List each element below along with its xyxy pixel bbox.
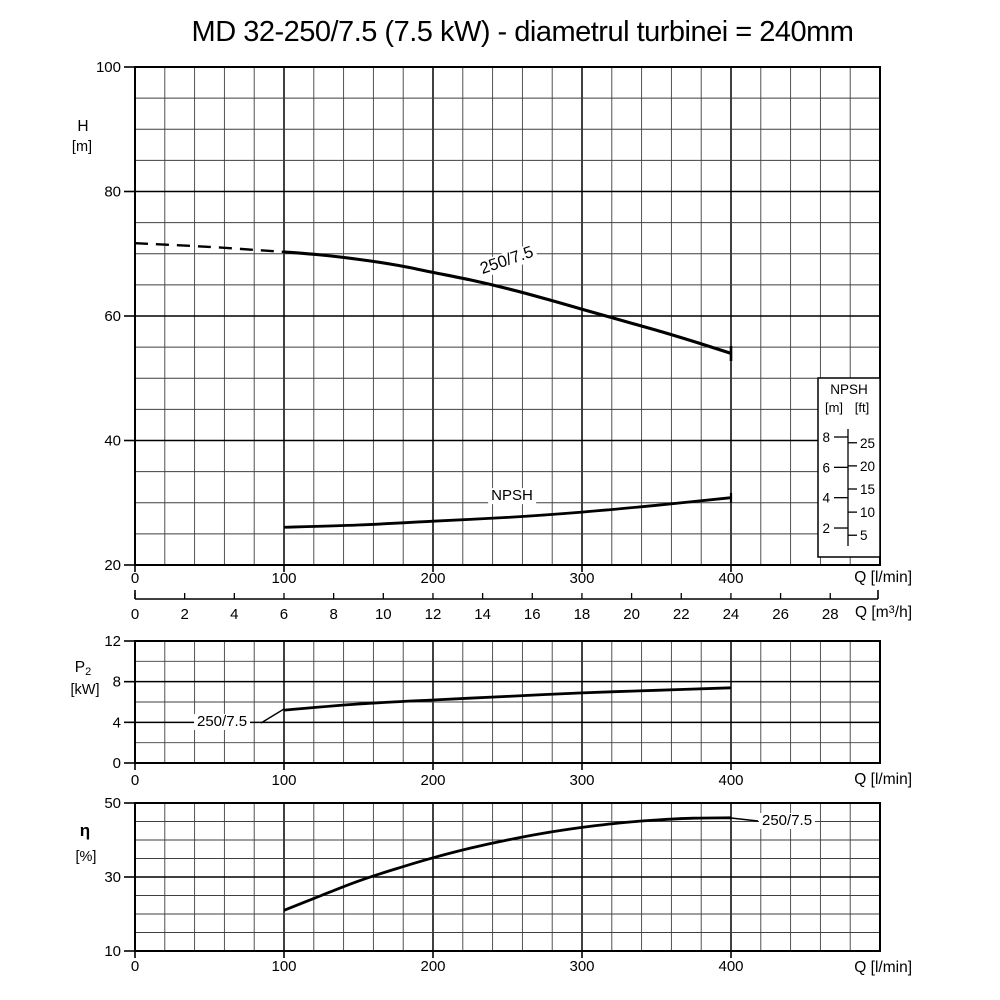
h-axis-name: H (77, 118, 89, 135)
q-m3h-label (780, 605, 912, 621)
q-m3h-suffix: /h] (894, 604, 912, 621)
curve-250-7-5 (284, 688, 731, 710)
y-tick-label: 50 (104, 795, 121, 812)
chart-2 (104, 633, 880, 789)
h-curve-label: 250/7.5 (475, 243, 538, 279)
y-tick-label: 20 (104, 557, 121, 574)
ruler-tick-label: 28 (821, 606, 839, 623)
npsh-legend-m-unit: [m] (824, 400, 844, 415)
npsh-ft-tick-label: 15 (860, 482, 876, 498)
x-tick-label: 300 (569, 772, 595, 789)
x-tick-label: 0 (130, 958, 140, 975)
eta-curve-label: 250/7.5 (759, 813, 815, 829)
curve-250-7-5 (284, 818, 731, 911)
x-tick-label: 200 (420, 570, 446, 587)
eta-axis-unit: [%] (75, 849, 97, 865)
p2-axis-name: $P_2$ (74, 659, 92, 678)
y-tick-label: 10 (104, 943, 121, 960)
npsh-ft-tick-label: 20 (860, 458, 876, 474)
ruler-tick-label: 6 (279, 606, 289, 623)
y-tick-label: 12 (104, 633, 121, 650)
npsh-ft-tick-label: 5 (860, 528, 868, 544)
y-tick-label: 60 (104, 308, 121, 325)
q-m3h-sup: 3 (888, 604, 895, 616)
ruler-tick-label: 4 (230, 606, 239, 623)
x-tick-label: 200 (420, 772, 446, 789)
h-axis-unit: [m] (71, 139, 93, 155)
npsh-curve-label: NPSH (488, 488, 536, 504)
x-tick-label: 300 (569, 570, 595, 587)
q-lmin-label-chart2: Q [l/min] (854, 771, 912, 788)
npsh-m-tick-label: 8 (822, 430, 830, 445)
ruler-tick-label: 20 (623, 606, 640, 623)
x-tick-label: 400 (718, 772, 744, 789)
ruler-tick-label: 12 (424, 606, 442, 623)
y-tick-label: 40 (104, 432, 121, 450)
npsh-legend-ft-unit: [ft] (854, 400, 870, 415)
p2-curve-label: 250/7.5 (194, 714, 250, 730)
ruler-tick-label: 22 (672, 606, 690, 623)
grid-chart-2 (135, 641, 880, 763)
y-tick-label: 30 (104, 869, 121, 886)
q-lmin-label-chart1: Q [l/min] (854, 569, 912, 586)
eta-axis-name: η (79, 821, 91, 840)
y-tick-label: 0 (112, 755, 121, 772)
npsh-m-tick-label: 2 (822, 521, 830, 537)
chart-1 (96, 59, 880, 587)
q-m3h-prefix: Q [m (855, 604, 889, 621)
ruler-tick-label: 18 (573, 606, 591, 623)
x-tick-label: 200 (420, 958, 446, 975)
q-m3h-ruler (131, 590, 878, 623)
x-tick-label: 100 (271, 958, 297, 975)
npsh-ft-tick-label: 10 (860, 505, 876, 521)
ruler-tick-label: 16 (523, 606, 541, 623)
p2-label-leader (261, 709, 284, 723)
eta-label-leader (731, 818, 758, 821)
y-tick-label: 4 (112, 714, 121, 732)
ruler-tick-label: 10 (374, 606, 392, 623)
x-tick-label: 400 (718, 570, 744, 587)
npsh-m-tick-label: 4 (822, 490, 830, 506)
ruler-tick-label: 8 (329, 606, 338, 623)
x-tick-label: 300 (569, 958, 595, 975)
npsh-ft-tick-label: 25 (860, 435, 876, 451)
curve-annotations (261, 346, 758, 821)
ruler-tick-label: 2 (180, 606, 189, 623)
ruler-tick-label: 26 (772, 606, 789, 623)
curve-250-7-5-extrapolated-dashed- (135, 243, 284, 252)
q-lmin-label-chart3: Q [l/min] (854, 959, 912, 976)
npsh-legend-title: NPSH (830, 382, 868, 397)
ruler-tick-label: 24 (722, 606, 740, 623)
y-tick-label: 8 (112, 673, 121, 691)
ruler-tick-label: 14 (474, 606, 491, 623)
p2-axis-unit: [kW] (70, 682, 100, 698)
x-tick-label: 100 (271, 772, 297, 789)
y-tick-label: 100 (95, 59, 121, 76)
x-tick-label: 100 (271, 570, 297, 587)
npsh-m-tick-label: 6 (822, 460, 830, 476)
page-title: MD 32-250/7.5 (7.5 kW) - diametrul turbinei = 240mm (191, 16, 854, 48)
x-tick-label: 0 (130, 570, 140, 587)
x-tick-label: 0 (130, 772, 140, 789)
ruler-tick-label: 0 (130, 606, 140, 623)
x-tick-label: 400 (718, 958, 744, 975)
y-tick-label: 80 (104, 183, 121, 201)
